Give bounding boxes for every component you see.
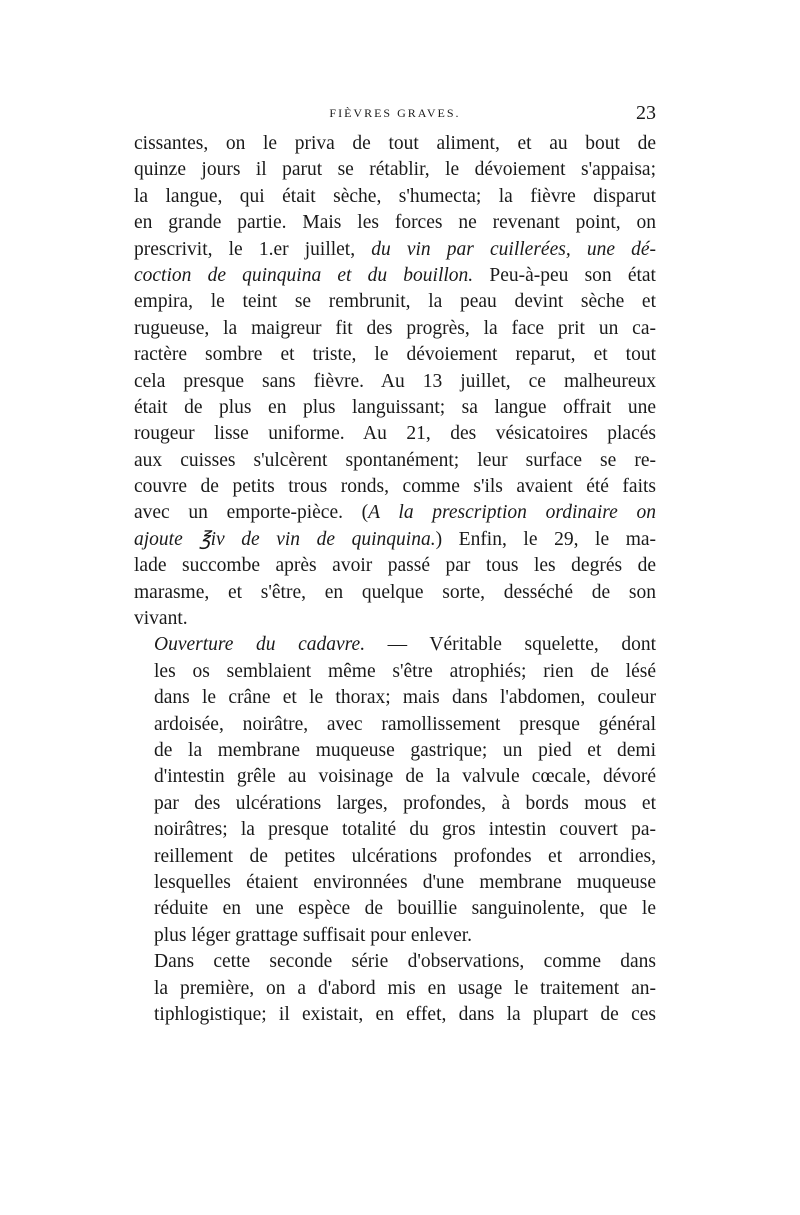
text-line [134, 289, 656, 315]
text-line [134, 976, 656, 1002]
text-line [134, 764, 656, 790]
text-line [134, 791, 656, 817]
italic-text: du vin par cuillerées, une dé- [371, 238, 656, 260]
text-segment: avec un emporte-pièce. ( [134, 502, 369, 524]
text-segment: rugueuse, la maigreur fit des progrès, la face prit un ca- [134, 317, 656, 339]
text-segment: lesquelles étaient environnées d'une membrane muqueuse [154, 871, 656, 893]
text-segment: cela presque sans fièvre. Au 13 juillet, ce malheureux [134, 370, 656, 392]
text-segment: en grande partie. Mais les forces ne revenant point, on [134, 212, 656, 234]
text-segment: était de plus en plus languissant; sa langue offrait une [134, 396, 656, 418]
text-line [134, 606, 656, 632]
text-line [134, 870, 656, 896]
text-line [134, 527, 656, 553]
text-line [134, 923, 656, 949]
text-line [134, 632, 656, 658]
text-segment: quinze jours il parut se rétablir, le dévoiement s'appaisa; [134, 159, 656, 181]
text-line [134, 263, 656, 289]
text-segment: ractère sombre et triste, le dévoiement reparut, et tout [134, 344, 656, 366]
text-segment: tiphlogistique; il existait, en effet, dans la plupart de ces [154, 1003, 656, 1025]
text-line [134, 421, 656, 447]
text-segment: Dans cette seconde série d'observations, comme dans [154, 951, 656, 973]
text-line [134, 210, 656, 236]
text-segment: Peu-à-peu son état [473, 264, 656, 286]
text-line [134, 395, 656, 421]
text-line [134, 580, 656, 606]
text-segment: aux cuisses s'ulcèrent spontanément; leur surface se re- [134, 449, 656, 471]
text-segment: couvre de petits trous ronds, comme s'ils avaient été faits [134, 476, 656, 498]
text-segment: — Véritable squelette, dont [365, 634, 657, 656]
text-segment: plus léger grattage suffisait pour enlever. [154, 924, 473, 946]
paragraph-case-continuation [134, 131, 656, 632]
text-segment: la langue, qui était sèche, s'humecta; la fièvre disparut [134, 185, 656, 207]
body-text [134, 131, 656, 1028]
running-head [134, 102, 656, 126]
text-line [134, 316, 656, 342]
text-line [134, 685, 656, 711]
text-line [134, 184, 656, 210]
text-segment: la première, on a d'abord mis en usage le traitement an- [154, 977, 656, 999]
paragraph-autopsy [134, 632, 656, 949]
running-title: FIÈVRES GRAVES. [329, 106, 461, 120]
italic-text: A la prescription ordinaire on [368, 502, 656, 524]
text-line [134, 712, 656, 738]
text-line [134, 896, 656, 922]
text-line [134, 237, 656, 263]
text-segment: reillement de petites ulcérations profondes et arrondies, [154, 845, 656, 867]
text-line [134, 448, 656, 474]
text-line [134, 369, 656, 395]
paragraph-second-series [134, 949, 656, 1028]
text-line [134, 342, 656, 368]
text-segment: de la membrane muqueuse gastrique; un pied et demi [154, 739, 656, 761]
italic-text: Ouverture du cadavre. [154, 634, 366, 656]
text-segment: réduite en une espèce de bouillie sanguinolente, que le [154, 898, 656, 920]
text-segment: vivant. [134, 608, 188, 630]
text-line [134, 474, 656, 500]
text-segment: ) Enfin, le 29, le ma- [435, 528, 657, 550]
text-segment: dans le crâne et le thorax; mais dans l'abdomen, couleur [154, 687, 656, 709]
text-line [134, 738, 656, 764]
text-line [134, 659, 656, 685]
text-segment: empira, le teint se rembrunit, la peau devint sèche et [134, 291, 656, 313]
italic-text: ajoute ℥iv de vin de quinquina. [134, 528, 436, 550]
text-segment: les os semblaient même s'être atrophiés; rien de lésé [154, 660, 656, 682]
text-segment: noirâtres; la presque totalité du gros intestin couvert pa- [154, 819, 656, 841]
text-segment: cissantes, on le priva de tout aliment, et au bout de [134, 133, 656, 154]
text-segment: rougeur lisse uniforme. Au 21, des vésicatoires placés [134, 423, 656, 445]
text-segment: ardoisée, noirâtre, avec ramollissement presque général [154, 713, 656, 735]
text-line [134, 553, 656, 579]
text-line [134, 844, 656, 870]
text-segment: marasme, et s'être, en quelque sorte, desséché de son [134, 581, 656, 603]
text-segment: par des ulcérations larges, profondes, à bords mous et [154, 792, 656, 814]
text-line [134, 1002, 656, 1028]
italic-text: coction de quinquina et du bouillon. [134, 264, 474, 286]
text-line [134, 500, 656, 526]
text-line [134, 157, 656, 183]
page-number: 23 [636, 102, 656, 124]
text-segment: prescrivit, le 1.er juillet, [134, 238, 372, 260]
text-line [134, 131, 656, 157]
text-line [134, 949, 656, 975]
text-segment: d'intestin grêle au voisinage de la valvule cœcale, dévoré [154, 766, 656, 788]
text-segment: lade succombe après avoir passé par tous les degrés de [134, 555, 656, 577]
text-line [134, 817, 656, 843]
